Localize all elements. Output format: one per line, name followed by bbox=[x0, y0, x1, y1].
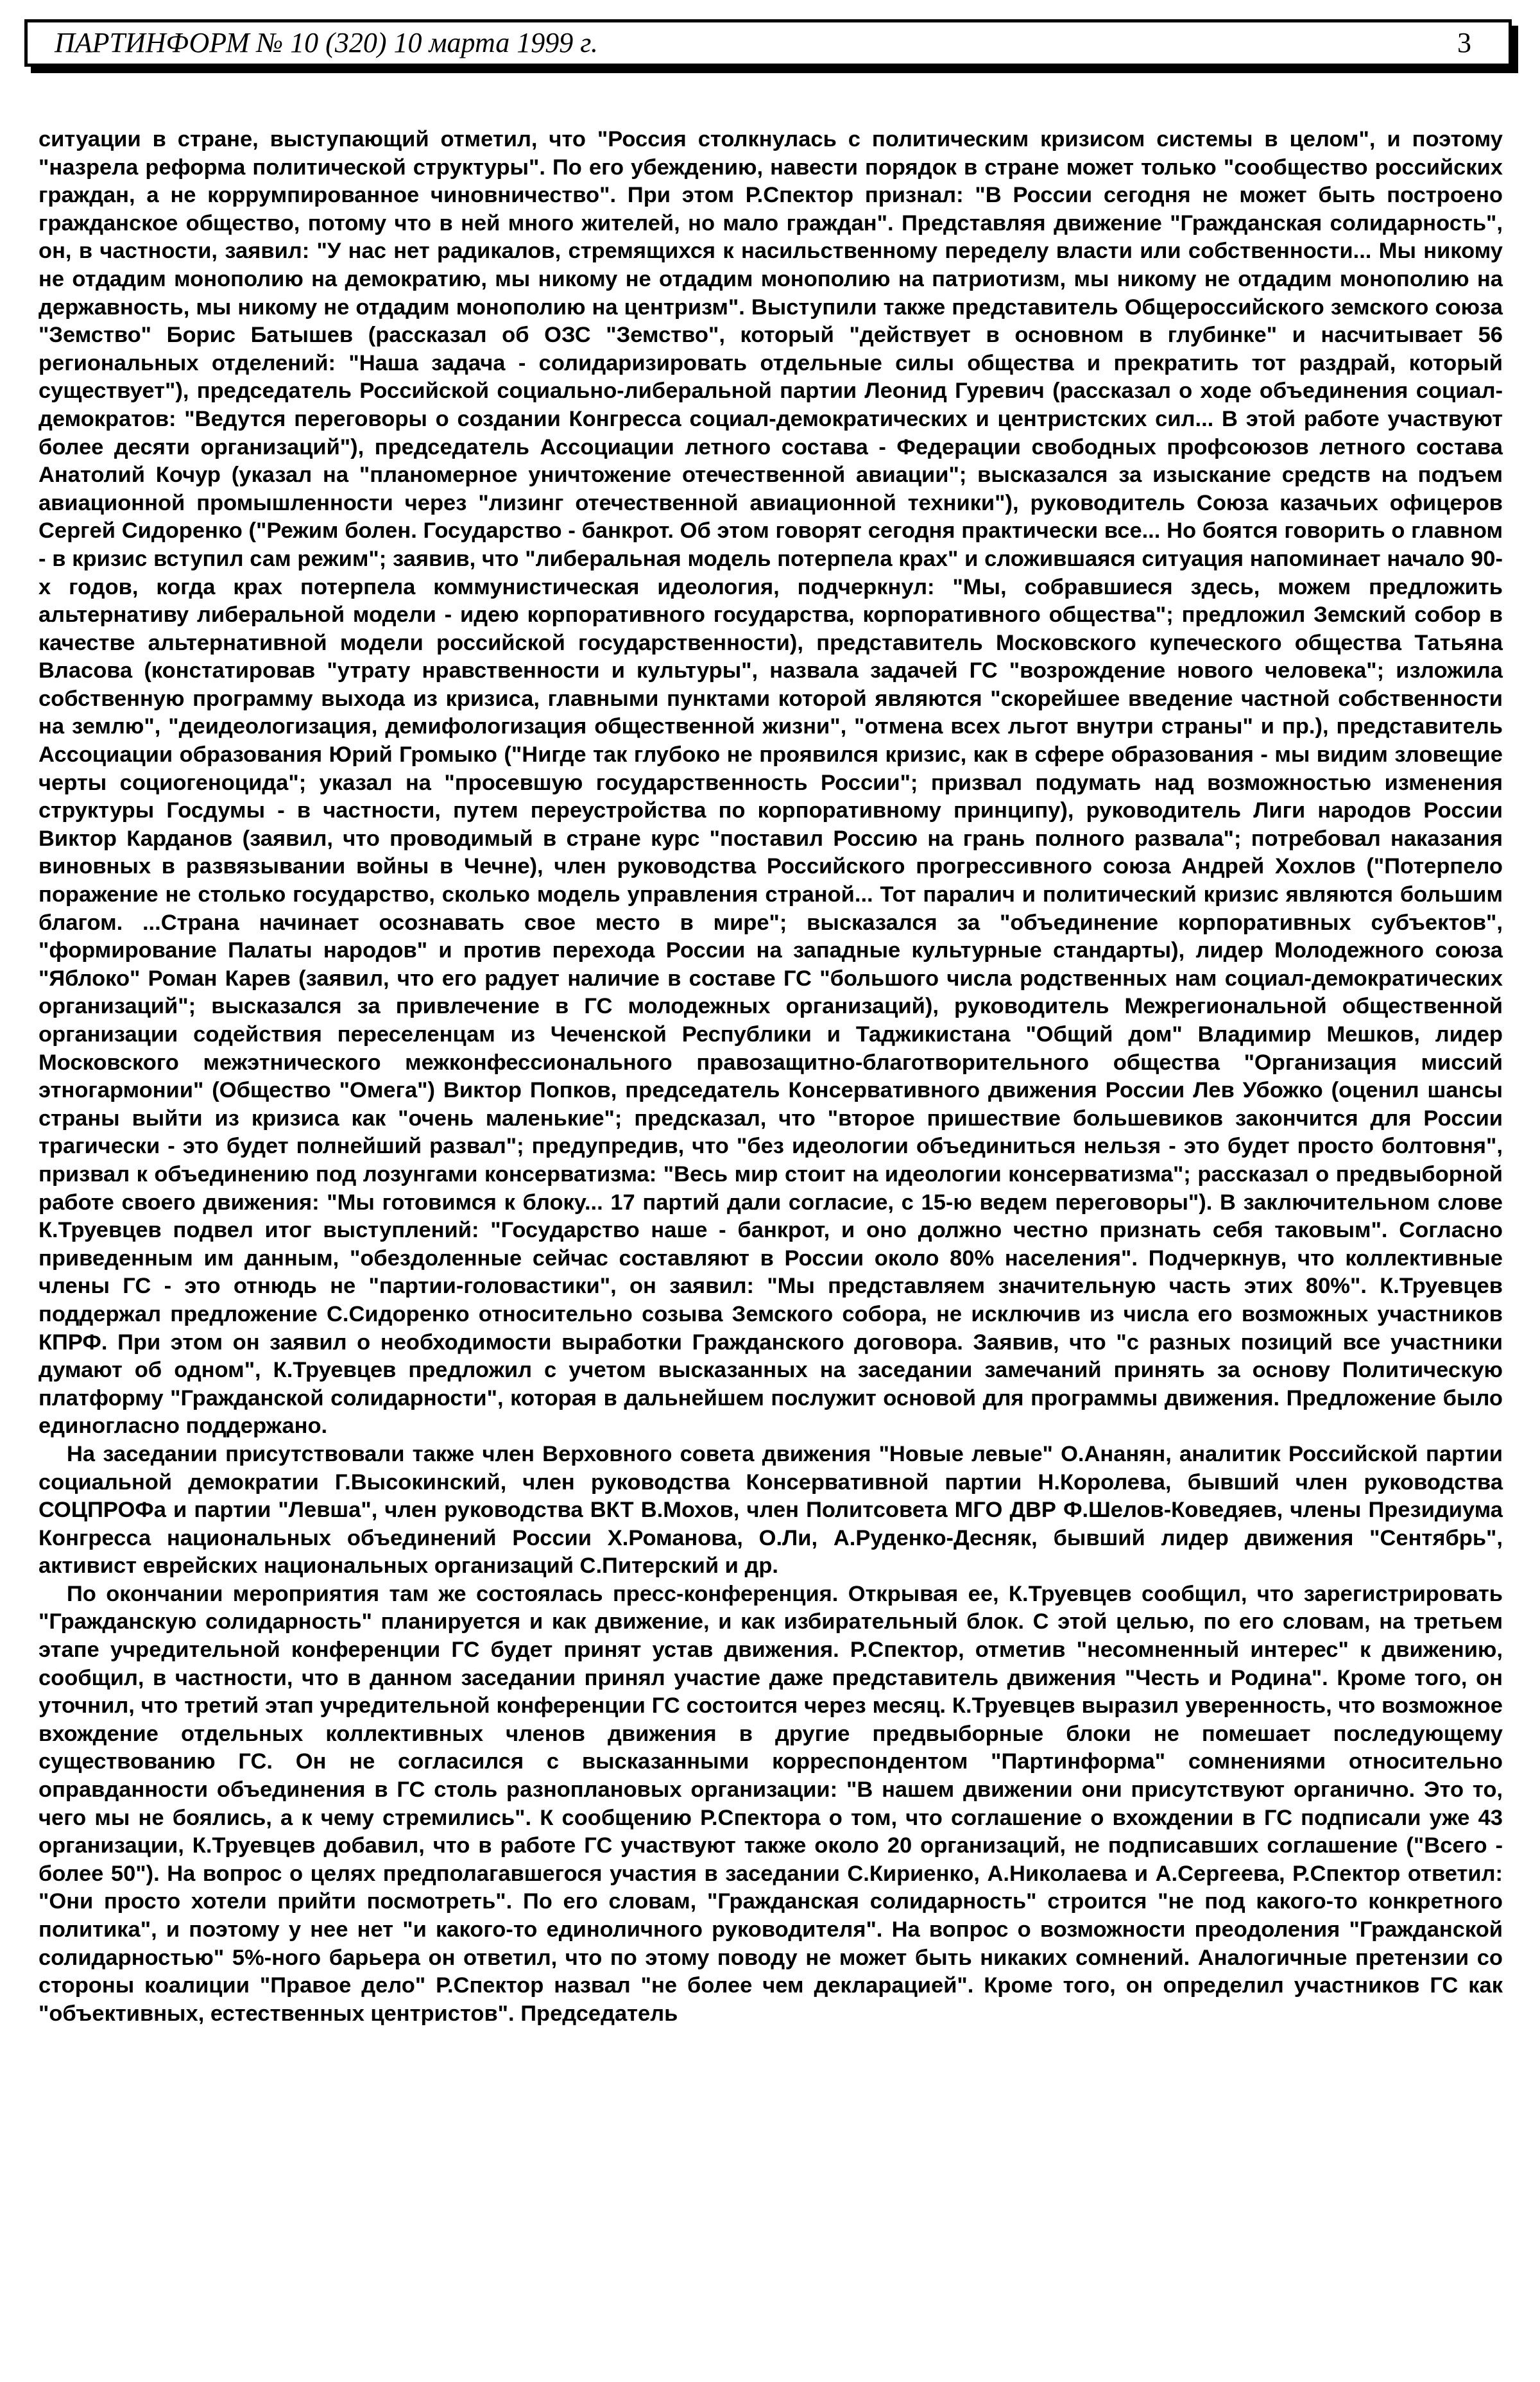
article-paragraph: ситуации в стране, выступающий отметил, что "Россия столкнулась с политическим кризисом системы в целом", и поэтому "назрела реформа политической структуры". По его убеждению, навести порядок в стране может только "сообщество российских граждан, а не коррумпированное чиновничество". При этом Р.Спектор признал: "В России сегодня не может быть построено гражданское общество, потому что в ней много жителей, но мало граждан". Представляя движение "Гражданская солидарность", он, в частности, заявил: "У нас нет радикалов, стремящихся к насильственному переделу власти или собственности... Мы никому не отдадим монополию на демократию, мы никому не отдадим монополию на патриотизм, мы никому не отдадим монополию на державность, мы никому не отдадим монополию на центризм". Выступили также представитель Общероссийского земского союза "Земство" Борис Батышев (рассказал об ОЗС "Земство", который "действует в основном в глубинке" и насчитывает 56 региональных отделений: "Наша задача - солидаризировать отдельные силы общества и прекратить тот раздрай, который существует"), председатель Российской социально-либеральной партии Леонид Гуревич (рассказал о ходе объединения социал-демократов: "Ведутся переговоры о создании Конгресса социал-демократических и центристских сил... В этой работе участвуют более десяти организаций"), председатель Ассоциации летного состава - Федерации свободных профсоюзов летного состава Анатолий Кочур (указал на "планомерное уничтожение отечественной авиации"; высказался за изыскание средств на подъем авиационной промышленности через "лизинг отечественной авиационной техники"), руководитель Союза казачьих офицеров Сергей Сидоренко ("Режим болен. Государство - банкрот. Об этом говорят сегодня практически все... Но боятся говорить о главном - в кризис вступил сам режим"; заявив, что "либеральная модель потерпела крах" и сложившаяся ситуация напоминает начало 90-х годов, когда крах потерпела коммунистическая идеология, подчеркнул: "Мы, собравшиеся здесь, можем предложить альтернативу либеральной модели - идею корпоративного государства, корпоративного общества"; предложил Земский собор в качестве альтернативной модели российской государственности), представитель Московского купеческого общества Татьяна Власова (констатировав "утрату нравственности и культуры", назвала задачей ГС "возрождение нового человека"; изложила собственную программу выхода из кризиса, главными пунктами которой являются "скорейшее введение частной собственности на землю", "деидеологизация, демифологизация общественной жизни", "отмена всех льгот внутри страны" и пр.), представитель Ассоциации образования Юрий Громыко ("Нигде так глубоко не проявился кризис, как в сфере образования - мы видим зловещие черты социогеноцида"; указал на "просевшую государственность России"; призвал подумать над возможностью изменения структуры Госдумы - в частности, путем переустройства по корпоративному принципу), руководитель Лиги народов России Виктор Карданов (заявил, что проводимый в стране курс "поставил Россию на грань полного развала"; потребовал наказания виновных в развязывании войны в Чечне), член руководства Российского прогрессивного союза Андрей Хохлов ("Потерпело поражение не столько государство, сколько модель управления страной... Тот паралич и политический кризис являются большим благом. ...Страна начинает осознавать свое место в мире"; высказался за "объединение корпоративных субъектов", "формирование Палаты народов" и против перехода России на западные культурные стандарты), лидер Молодежного союза "Яблоко" Роман Карев (заявил, что его радует наличие в составе ГС "большого числа родственных нам социал-демократических организаций"; высказался за привлечение в ГС молодежных организаций), руководитель Межрегиональной общественной организации содействия переселенцам из Чеченской Республики и Таджикистана "Общий дом" Владимир Мешков, лидер Московского межэтнического межконфессионального правозащитно-благотворительного общества "Организация миссий этногармонии" (Общество "Омега") Виктор Попков, председатель Консервативного движения России Лев Убожко (оценил шансы страны выйти из кризиса как "очень маленькие"; предсказал, что "второе пришествие большевиков закончится для России трагически - это будет полнейший развал"; предупредив, что "без идеологии объединиться нельзя - это будет просто болтовня", призвал к объединению под лозунгами консерватизма: "Весь мир стоит на идеологии консерватизма"; рассказал о предвыборной работе своего движения: "Мы готовимся к блоку... 17 партий дали согласие, с 15-ю ведем переговоры"). В заключительном слове К.Труевцев подвел итог выступлений: "Государство наше - банкрот, и оно должно честно признать себя таковым". Согласно приведенным им данным, "обездоленные сейчас составляют в России около 80% населения". Подчеркнув, что коллективные члены ГС - это отнюдь не "партии-головастики", он заявил: "Мы представляем значительную часть этих 80%". К.Труевцев поддержал предложение С.Сидоренко относительно созыва Земского собора, не исключив из числа его возможных участников КПРФ. При этом он заявил о необходимости выработки Гражданского договора. Заявив, что "с разных позиций все участники думают об одном", К.Труевцев предложил с учетом высказанных на заседании замечаний принять за основу Политическую платформу "Гражданской солидарности", которая в дальнейшем послужит основой для программы движения. Предложение было единогласно поддержано. bbox=[38, 127, 1503, 1439]
article-body bbox=[38, 126, 1503, 2028]
article-paragraph: На заседании присутствовали также член Верховного совета движения "Новые левые" О.Ананян, аналитик Российской партии социальной демократии Г.Высокинский, член руководства Консервативной партии Н.Королева, бывший член руководства СОЦПРОФа и партии "Левша", член руководства ВКТ В.Мохов, член Политсовета МГО ДВР Ф.Шелов-Коведяев, члены Президиума Конгресса национальных объединений России Х.Романова, О.Ли, А.Руденко-Десняк, бывший лидер движения "Сентябрь", активист еврейских национальных организаций С.Питерский и др. bbox=[38, 1441, 1503, 1579]
page-number: 3 bbox=[1457, 27, 1471, 58]
article-paragraph: По окончании мероприятия там же состоялась пресс-конференция. Открывая ее, К.Труевцев сообщил, что зарегистрировать "Гражданскую солидарность" планируется и как движение, и как избирательный блок. С этой целью, по его словам, на третьем этапе учредительной конференции ГС будет принят устав движения. Р.Спектор, отметив "несомненный интерес" к движению, сообщил, в частности, что в данном заседании принял участие даже представитель движения "Честь и Родина". Кроме того, он уточнил, что третий этап учредительной конференции ГС состоится через месяц. К.Труевцев выразил уверенность, что возможное вхождение отдельных коллективных членов движения в другие предвыборные блоки не помешает последующему существованию ГС. Он не согласился с высказанными корреспондентом "Партинформа" сомнениями относительно оправданности объединения в ГС столь разноплановых организации: "В нашем движении они присутствуют органично. Это то, чего мы не боялись, а к чему стремились". К сообщению Р.Спектора о том, что соглашение о вхождении в ГС подписали уже 43 организации, К.Труевцев добавил, что в работе ГС участвуют также около 20 организаций, не подписавших соглашение ("Всего - более 50"). На вопрос о целях предполагавшегося участия в заседании С.Кириенко, А.Николаева и А.Сергеева, Р.Спектор ответил: "Они просто хотели прийти посмотреть". По его словам, "Гражданская солидарность" строится "не под какого-то конкретного политика", и поэтому у нее нет "и какого-то единоличного руководителя". На вопрос о возможности преодоления "Гражданской солидарностью" 5%-ного барьера он ответил, что по этому поводу не может быть никаких сомнений. Аналогичные претензии со стороны коалиции "Правое дело" Р.Спектор назвал "не более чем декларацией". Кроме того, он определил участников ГС как "объективных, естественных центристов". Председатель bbox=[38, 1581, 1503, 2026]
publication-title: ПАРТИНФОРМ № 10 (320) 10 марта 1999 г. bbox=[55, 27, 598, 58]
page-header bbox=[24, 19, 1512, 67]
